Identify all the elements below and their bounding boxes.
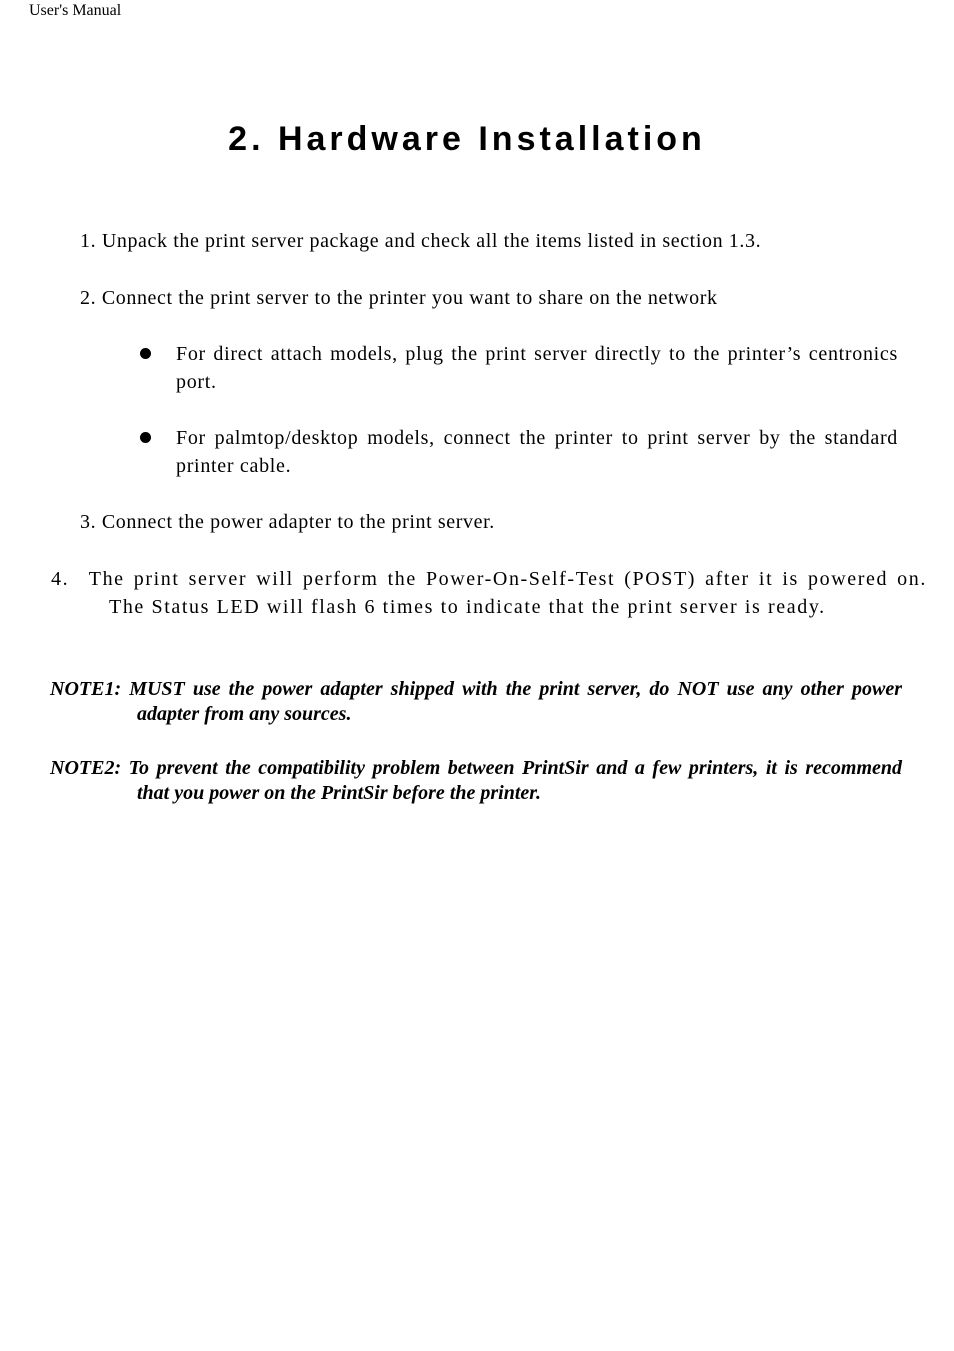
- step-text: Connect the print server to the printer you want to share on the network: [101, 287, 718, 309]
- bullet-text: For palmtop/desktop models, connect the printer to print server by the standard printer cable.: [176, 427, 898, 477]
- note-text: To prevent the compatibility problem between PrintSir and a few printers, it is recommend that you power on the PrintSir before the printer.: [128, 757, 903, 804]
- note-text: MUST use the power adapter shipped with the print server, do NOT use any other power adapter from any sources.: [129, 678, 903, 725]
- step-number: 2.: [80, 287, 97, 309]
- step-text: The print server will perform the Power-On-Self-Test (POST) after it is powered on. The Status LED will flash 6 times to indicate that the print server is ready.: [88, 568, 927, 618]
- note-label: NOTE1:: [50, 678, 122, 700]
- bullet-direct-attach: [140, 340, 898, 396]
- note-2: [50, 756, 902, 806]
- step-text: Connect the power adapter to the print server.: [101, 511, 495, 533]
- step-number: 1.: [80, 230, 97, 252]
- step-3: [80, 508, 898, 536]
- step-2: [80, 284, 898, 312]
- note-1: [50, 677, 902, 727]
- step-1: [80, 227, 898, 255]
- page-header: User's Manual: [29, 2, 122, 19]
- note-label: NOTE2:: [50, 757, 122, 779]
- step-number: 3.: [80, 511, 97, 533]
- bullet-dot-icon: [140, 432, 151, 443]
- step-4: 4. The print server will perform the Power-On-Self-Test (POST) after it is powered on. The Status LED will flash 6 times to indicate that the print server is ready.: [51, 568, 927, 618]
- page-title: 2. Hardware Installation: [228, 120, 706, 158]
- bullet-dot-icon: [140, 348, 151, 359]
- bullet-palmtop-desktop: [140, 424, 898, 480]
- step-text: Unpack the print server package and check all the items listed in section 1.3.: [101, 230, 762, 252]
- bullet-text: For direct attach models, plug the print server directly to the printer’s centronics port.: [176, 343, 898, 393]
